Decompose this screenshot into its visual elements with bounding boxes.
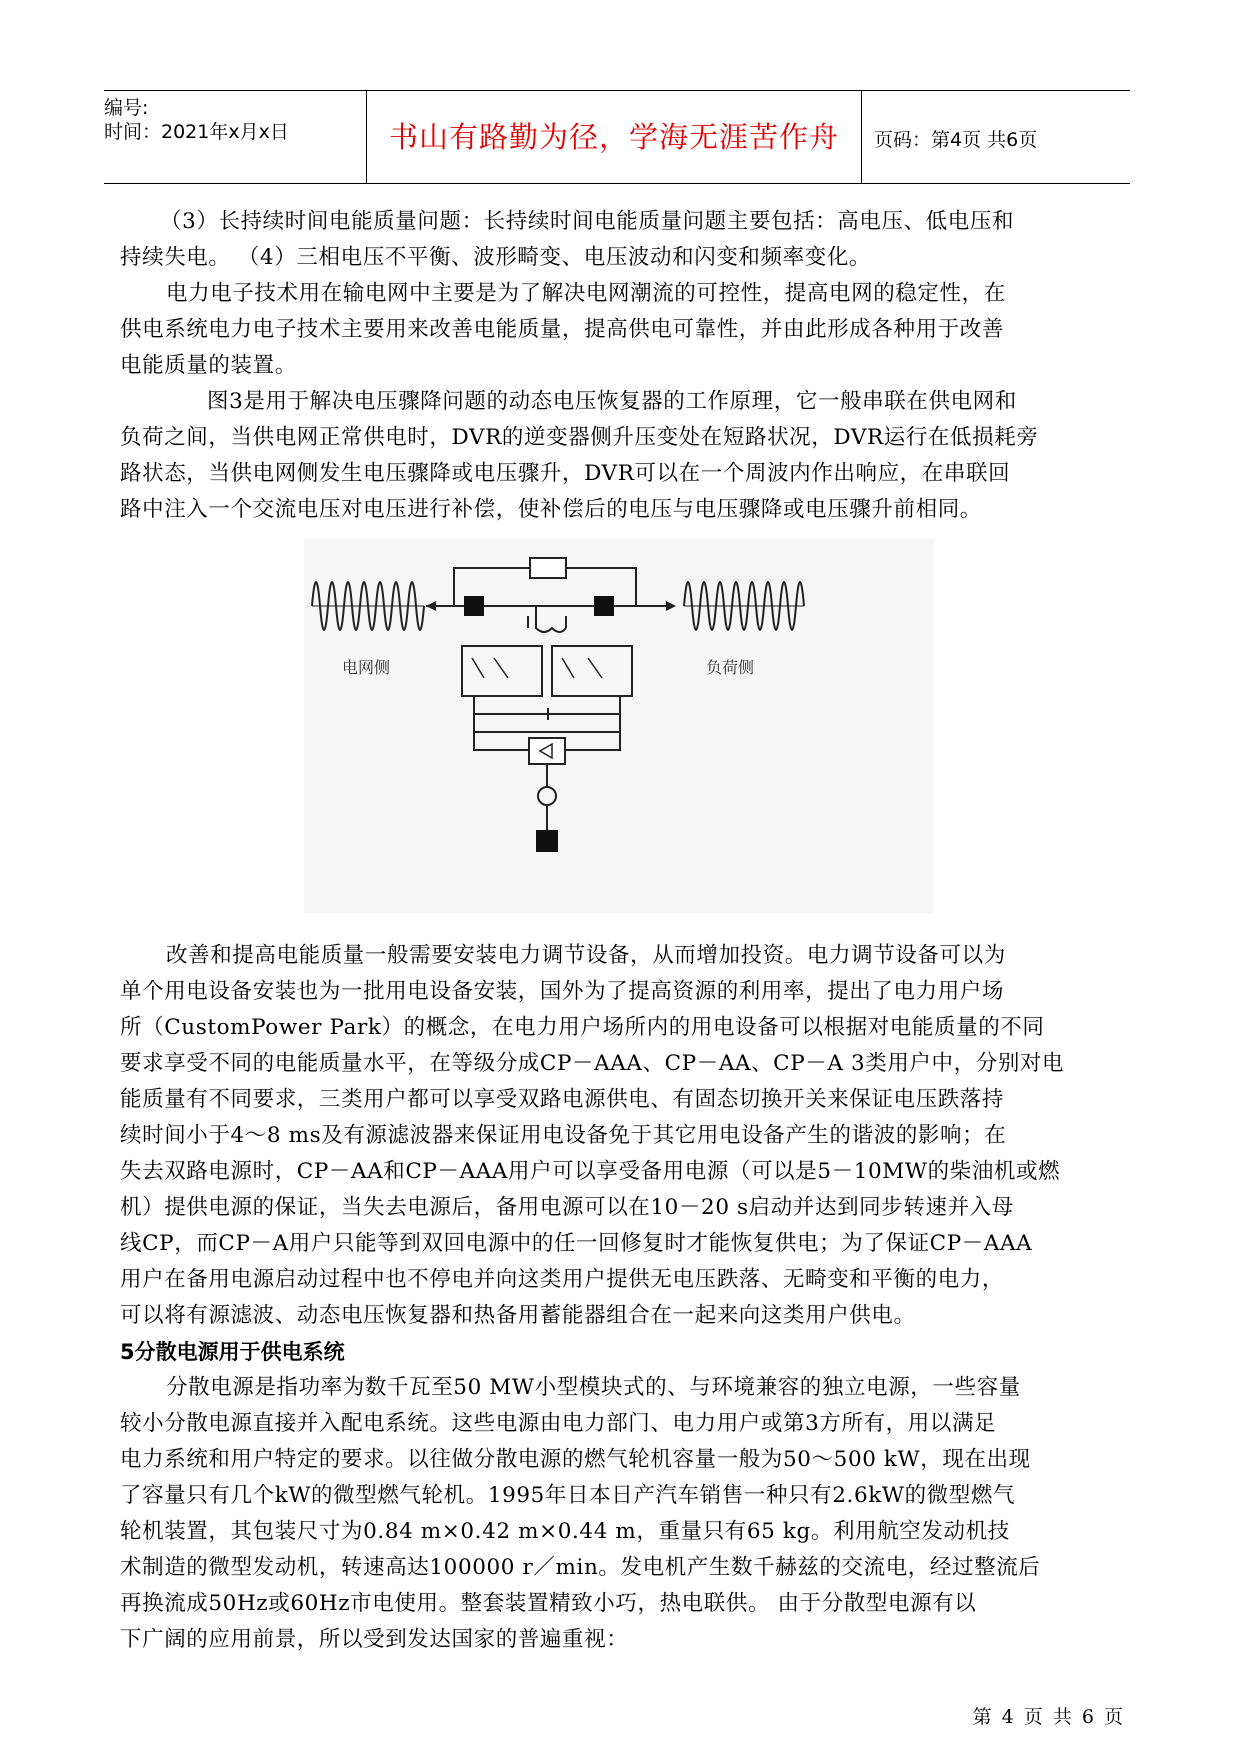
text-line: 了容量只有几个kW的微型燃气轮机。1995年日本日产汽车销售一种只有2.6kW的微型燃气	[120, 1483, 1016, 1508]
text-line: 分散电源是指功率为数千瓦至50 MW小型模块式的、与环境兼容的独立电源，一些容量	[166, 1375, 1021, 1400]
text-line: 路状态，当供电网侧发生电压骤降或电压骤升，DVR可以在一个周波内作出响应，在串联回	[120, 461, 1011, 486]
text-line: （3）长持续时间电能质量问题：长持续时间电能质量问题主要包括：高电压、低电压和	[160, 209, 1015, 234]
header-page-cell	[862, 91, 1130, 183]
text-line: 能质量有不同要求，三类用户都可以享受双路电源供电、有固态切换开关来保证电压跌落持	[120, 1087, 1005, 1112]
header-motto-cell	[367, 91, 862, 183]
text-line: 轮机装置，其包装尺寸为0.84 m×0.42 m×0.44 m，重量只有65 kg。利用航空发动机技	[120, 1519, 1010, 1544]
page-header	[104, 90, 1130, 184]
text-line: 持续失电。 （4）三相电压不平衡、波形畸变、电压波动和闪变和频率变化。	[120, 245, 872, 270]
time-label: 时间：2021年x月x日	[104, 121, 289, 143]
text-line: 术制造的微型发动机，转速高达100000 r／min。发电机产生数千赫兹的交流电，经过整流后	[120, 1555, 1041, 1580]
text-line: 电力系统和用户特定的要求。以往做分散电源的燃气轮机容量一般为50～500 kW，现在出现	[120, 1447, 1031, 1472]
text-line: 线CP，而CP－A用户只能等到双回电源中的任一回修复时才能恢复供电；为了保证CP－AAA	[120, 1231, 1033, 1256]
text-line: 失去双路电源时，CP－AA和CP－AAA用户可以享受备用电源（可以是5－10MW的柴油机或燃	[120, 1159, 1061, 1184]
text-line: 用户在备用电源启动过程中也不停电并向这类用户提供无电压跌落、无畸变和平衡的电力，	[120, 1267, 1005, 1292]
header-motto: 书山有路勤为径，学海无涯苦作舟	[388, 120, 839, 154]
text-line: 供电系统电力电子技术主要用来改善电能质量，提高供电可靠性，并由此形成各种用于改善	[120, 317, 1005, 342]
text-line: 再换流成50Hz或60Hz市电使用。整套装置精致小巧，热电联供。 由于分散型电源有以	[120, 1591, 977, 1616]
text-line: 单个用电设备安装也为一批用电设备安装，国外为了提高资源的利用率，提出了电力用户场	[120, 979, 1005, 1004]
text-line: 改善和提高电能质量一般需要安装电力调节设备，从而增加投资。电力调节设备可以为	[166, 943, 1006, 968]
section-heading: 5分散电源用于供电系统	[120, 1340, 345, 1364]
text-line: 可以将有源滤波、动态电压恢复器和热备用蓄能器组合在一起来向这类用户供电。	[120, 1303, 916, 1328]
text-line: 电力电子技术用在输电网中主要是为了解决电网潮流的可控性，提高电网的稳定性，在	[166, 281, 1006, 306]
text-line: 图3是用于解决电压骤降问题的动态电压恢复器的工作原理，它一般串联在供电网和	[207, 389, 1017, 414]
grid-side-label: 电网侧	[342, 658, 391, 677]
text-line: 机）提供电源的保证，当失去电源后，备用电源可以在10－20 s启动并达到同步转速并入母	[120, 1195, 1014, 1220]
dvr-diagram-svg	[304, 538, 934, 913]
text-line: 下广阔的应用前景，所以受到发达国家的普遍重视：	[120, 1627, 629, 1652]
text-line: 要求享受不同的电能质量水平，在等级分成CP－AAA、CP－AA、CP－A 3类用户中，分别对电	[120, 1051, 1065, 1076]
header-meta-cell	[104, 91, 367, 183]
text-line: 路中注入一个交流电压对电压进行补偿，使补偿后的电压与电压骤降或电压骤升前相同。	[120, 497, 982, 522]
text-line: 电能质量的装置。	[120, 353, 297, 378]
text-line: 所（CustomPower Park）的概念，在电力用户场所内的用电设备可以根据对电能质量的不同	[120, 1015, 1045, 1040]
storage-block	[536, 830, 558, 852]
load-switch-block	[594, 596, 614, 616]
text-line: 负荷之间，当供电网正常供电时，DVR的逆变器侧升压变处在短路状况，DVR运行在低损耗旁	[120, 425, 1039, 450]
load-side-label: 负荷侧	[706, 658, 755, 677]
dvr-diagram	[304, 538, 934, 913]
page-footer: 第 4 页 共 6 页	[972, 1706, 1125, 1728]
header-page-label: 页码：第4页 共6页	[874, 129, 1038, 151]
text-line: 较小分散电源直接并入配电系统。这些电源由电力部门、电力用户或第3方所有，用以满足	[120, 1411, 997, 1436]
grid-switch-block	[464, 596, 484, 616]
serial-label: 编号:	[104, 97, 149, 119]
text-line: 续时间小于4～8 ms及有源滤波器来保证用电设备免于其它用电设备产生的谐波的影响；在	[120, 1123, 1007, 1148]
